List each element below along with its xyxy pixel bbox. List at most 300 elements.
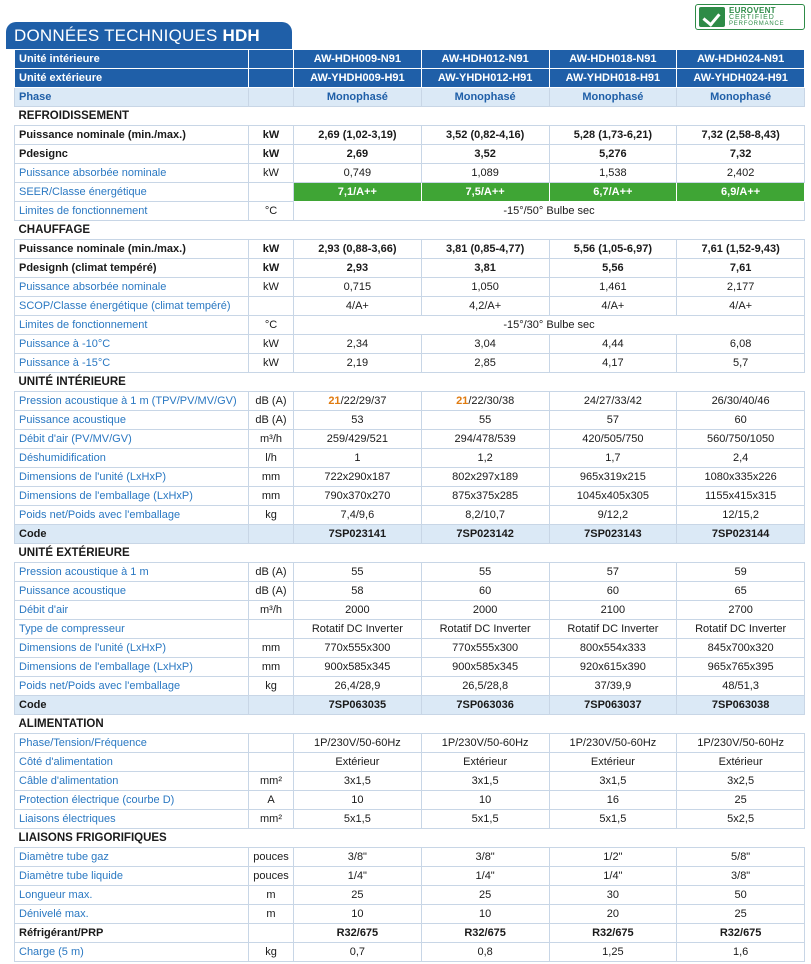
row-value: 0,7: [294, 943, 422, 962]
row-value: 50: [677, 886, 805, 905]
logo-line-3: PERFORMANCE: [729, 21, 785, 27]
row-unit: m³/h: [249, 430, 294, 449]
row-value: 259/429/521: [294, 430, 422, 449]
row-value: 3x2,5: [677, 772, 805, 791]
outdoor-model: AW-YHDH018-H91: [549, 69, 677, 88]
row-value: 26,5/28,8: [421, 677, 549, 696]
row-value: 10: [421, 791, 549, 810]
row-value: 25: [421, 886, 549, 905]
row-value: 1045x405x305: [549, 487, 677, 506]
row-unit: [249, 620, 294, 639]
row-value: 1,461: [549, 278, 677, 297]
row-value: 845x700x320: [677, 639, 805, 658]
row-value: 965x319x215: [549, 468, 677, 487]
row-value: 2,69: [294, 145, 422, 164]
table-row: [15, 392, 805, 411]
section-header: [15, 107, 805, 126]
row-unit: dB (A): [249, 582, 294, 601]
row-value: 790x370x270: [294, 487, 422, 506]
outdoor-unit-row: [15, 69, 805, 88]
row-label: Puissance acoustique: [15, 582, 249, 601]
row-label: Puissance absorbée nominale: [15, 278, 249, 297]
table-row: [15, 487, 805, 506]
row-value: R32/675: [294, 924, 422, 943]
row-value: 2,402: [677, 164, 805, 183]
row-value-span: -15°/50° Bulbe sec: [294, 202, 805, 221]
logo-line-2: CERTIFIED: [729, 14, 775, 21]
row-value: 1,538: [549, 164, 677, 183]
row-value: 55: [421, 411, 549, 430]
table-row: [15, 164, 805, 183]
eurovent-check-icon: [699, 7, 725, 27]
row-unit: °C: [249, 202, 294, 221]
row-value: 25: [677, 905, 805, 924]
row-value: 60: [549, 582, 677, 601]
row-value: 5,28 (1,73-6,21): [549, 126, 677, 145]
table-row: [15, 696, 805, 715]
table-row: [15, 525, 805, 544]
row-value: 770x555x300: [421, 639, 549, 658]
outdoor-model: AW-YHDH009-H91: [294, 69, 422, 88]
row-value: 48/51,3: [677, 677, 805, 696]
row-label: Pdesignc: [15, 145, 249, 164]
table-row: [15, 126, 805, 145]
row-label: Code: [15, 696, 249, 715]
row-unit: kW: [249, 259, 294, 278]
row-value: 4/A+: [677, 297, 805, 316]
row-value: 2,85: [421, 354, 549, 373]
row-unit: dB (A): [249, 411, 294, 430]
row-value: 65: [677, 582, 805, 601]
row-label: SEER/Classe énergétique: [15, 183, 249, 202]
row-value: 4/A+: [549, 297, 677, 316]
row-value: 4,17: [549, 354, 677, 373]
table-row: [15, 791, 805, 810]
row-value: 3/8": [421, 848, 549, 867]
logo-line-1: EUROVENT: [729, 6, 776, 15]
row-value: 16: [549, 791, 677, 810]
row-value: 1/2": [549, 848, 677, 867]
row-value: 7,32: [677, 145, 805, 164]
table-row: [15, 886, 805, 905]
row-unit: [249, 696, 294, 715]
row-unit: mm: [249, 468, 294, 487]
row-value: 5/8": [677, 848, 805, 867]
row-value: 3,52: [421, 145, 549, 164]
table-row: [15, 506, 805, 525]
outdoor-unit-label: Unité extérieure: [15, 69, 249, 88]
row-value: 1P/230V/50-60Hz: [421, 734, 549, 753]
table-row: [15, 297, 805, 316]
row-value: 7SP023143: [549, 525, 677, 544]
row-value: 2,34: [294, 335, 422, 354]
row-label: Pdesignh (climat tempéré): [15, 259, 249, 278]
row-value: 2000: [421, 601, 549, 620]
row-value: R32/675: [549, 924, 677, 943]
row-value: 55: [421, 563, 549, 582]
row-value: 10: [294, 791, 422, 810]
row-label: Débit d'air: [15, 601, 249, 620]
row-value: R32/675: [677, 924, 805, 943]
row-value: 1/4": [421, 867, 549, 886]
row-unit: l/h: [249, 449, 294, 468]
section-title: UNITÉ EXTÉRIEURE: [15, 544, 805, 563]
row-value: 26/30/40/46: [677, 392, 805, 411]
row-label: Liaisons électriques: [15, 810, 249, 829]
row-value: 1/4": [294, 867, 422, 886]
row-unit: [249, 525, 294, 544]
row-value: Extérieur: [294, 753, 422, 772]
table-row: [15, 145, 805, 164]
phase-row: [15, 88, 805, 107]
row-label: Longueur max.: [15, 886, 249, 905]
table-row: [15, 905, 805, 924]
row-value: 560/750/1050: [677, 430, 805, 449]
table-row: [15, 335, 805, 354]
row-value: 7,61: [677, 259, 805, 278]
row-value: 30: [549, 886, 677, 905]
table-row: [15, 240, 805, 259]
highlight-value: 21: [456, 395, 469, 407]
section-header: [15, 221, 805, 240]
page-title: [6, 22, 292, 49]
row-value: 59: [677, 563, 805, 582]
row-value: 6,7/A++: [549, 183, 677, 202]
row-value: 965x765x395: [677, 658, 805, 677]
row-value: 55: [294, 563, 422, 582]
row-value: 2,177: [677, 278, 805, 297]
row-value: Extérieur: [421, 753, 549, 772]
table-row: [15, 734, 805, 753]
row-label: Diamètre tube liquide: [15, 867, 249, 886]
row-value: [421, 392, 549, 411]
table-row: [15, 468, 805, 487]
section-title: UNITÉ INTÉRIEURE: [15, 373, 805, 392]
specs-table-wrapper: [14, 49, 804, 962]
row-value: 420/505/750: [549, 430, 677, 449]
row-unit: [249, 924, 294, 943]
indoor-unit-row: [15, 50, 805, 69]
row-value: 60: [677, 411, 805, 430]
specs-table: [14, 49, 805, 962]
row-value: 53: [294, 411, 422, 430]
row-label: Code: [15, 525, 249, 544]
specs-table-body: [15, 50, 805, 962]
row-unit: kW: [249, 335, 294, 354]
section-title: LIAISONS FRIGORIFIQUES: [15, 829, 805, 848]
row-unit: [249, 183, 294, 202]
indoor-unit-label: Unité intérieure: [15, 50, 249, 69]
row-unit: mm: [249, 658, 294, 677]
row-label: Poids net/Poids avec l'emballage: [15, 677, 249, 696]
row-label: Dimensions de l'unité (LxHxP): [15, 468, 249, 487]
row-value: 3x1,5: [421, 772, 549, 791]
phase-value: Monophasé: [549, 88, 677, 107]
row-unit: pouces: [249, 848, 294, 867]
row-value: 7SP063037: [549, 696, 677, 715]
row-value: 900x585x345: [294, 658, 422, 677]
row-label: Côté d'alimentation: [15, 753, 249, 772]
value-rest: /22/30/38: [468, 395, 515, 407]
table-row: [15, 449, 805, 468]
row-unit: mm²: [249, 772, 294, 791]
row-value: 3,52 (0,82-4,16): [421, 126, 549, 145]
table-row: [15, 772, 805, 791]
section-title: CHAUFFAGE: [15, 221, 805, 240]
row-label: Déshumidification: [15, 449, 249, 468]
row-unit: m: [249, 886, 294, 905]
row-unit: m: [249, 905, 294, 924]
row-value: 24/27/33/42: [549, 392, 677, 411]
row-value: Extérieur: [677, 753, 805, 772]
table-row: [15, 259, 805, 278]
table-row: [15, 867, 805, 886]
row-label: Dimensions de l'emballage (LxHxP): [15, 487, 249, 506]
value-rest: /22/29/37: [340, 395, 387, 407]
phase-value: Monophasé: [677, 88, 805, 107]
indoor-model: AW-HDH024-N91: [677, 50, 805, 69]
page-title-bold: HDH: [222, 26, 260, 45]
row-value: 3,81: [421, 259, 549, 278]
row-value: 0,8: [421, 943, 549, 962]
row-value: 722x290x187: [294, 468, 422, 487]
table-row: [15, 183, 805, 202]
row-value: 3,04: [421, 335, 549, 354]
table-row: [15, 620, 805, 639]
row-value: 8,2/10,7: [421, 506, 549, 525]
row-unit: kW: [249, 145, 294, 164]
row-label: Pression acoustique à 1 m: [15, 563, 249, 582]
row-unit: kg: [249, 943, 294, 962]
phase-label: Phase: [15, 88, 249, 107]
row-label: Phase/Tension/Fréquence: [15, 734, 249, 753]
table-row: [15, 924, 805, 943]
row-value: 57: [549, 563, 677, 582]
row-label: Puissance à -15°C: [15, 354, 249, 373]
row-unit: mm: [249, 487, 294, 506]
row-value: 7SP023144: [677, 525, 805, 544]
row-label: Pression acoustique à 1 m (TPV/PV/MV/GV): [15, 392, 249, 411]
outdoor-unit-unit: [249, 69, 294, 88]
row-value: 1,25: [549, 943, 677, 962]
row-unit: pouces: [249, 867, 294, 886]
section-title: REFROIDISSEMENT: [15, 107, 805, 126]
row-value: 9/12,2: [549, 506, 677, 525]
row-label: Diamètre tube gaz: [15, 848, 249, 867]
row-value: 7,1/A++: [294, 183, 422, 202]
phase-unit: [249, 88, 294, 107]
row-value: 25: [294, 886, 422, 905]
row-value: 4,44: [549, 335, 677, 354]
row-unit: °C: [249, 316, 294, 335]
row-value: 920x615x390: [549, 658, 677, 677]
row-value: Extérieur: [549, 753, 677, 772]
row-label: SCOP/Classe énergétique (climat tempéré): [15, 297, 249, 316]
table-row: [15, 677, 805, 696]
row-label: Dimensions de l'unité (LxHxP): [15, 639, 249, 658]
row-value: 0,749: [294, 164, 422, 183]
row-unit: mm²: [249, 810, 294, 829]
section-header: [15, 829, 805, 848]
row-value: 7SP023141: [294, 525, 422, 544]
row-value: [294, 392, 422, 411]
row-unit: dB (A): [249, 563, 294, 582]
row-value: 5x1,5: [294, 810, 422, 829]
table-row: [15, 202, 805, 221]
row-value: 2,69 (1,02-3,19): [294, 126, 422, 145]
row-value: 802x297x189: [421, 468, 549, 487]
row-label: Puissance acoustique: [15, 411, 249, 430]
row-label: Puissance à -10°C: [15, 335, 249, 354]
row-value: 1155x415x315: [677, 487, 805, 506]
row-label: Poids net/Poids avec l'emballage: [15, 506, 249, 525]
table-row: [15, 354, 805, 373]
row-label: Dimensions de l'emballage (LxHxP): [15, 658, 249, 677]
row-value: 5x1,5: [421, 810, 549, 829]
row-value: 5,7: [677, 354, 805, 373]
table-row: [15, 753, 805, 772]
outdoor-model: AW-YHDH024-H91: [677, 69, 805, 88]
row-label: Câble d'alimentation: [15, 772, 249, 791]
row-value: 2000: [294, 601, 422, 620]
row-value: 900x585x345: [421, 658, 549, 677]
row-value: 1P/230V/50-60Hz: [677, 734, 805, 753]
row-value: 5x1,5: [549, 810, 677, 829]
phase-value: Monophasé: [294, 88, 422, 107]
row-unit: [249, 297, 294, 316]
row-value: 12/15,2: [677, 506, 805, 525]
row-value: Rotatif DC Inverter: [549, 620, 677, 639]
section-header: [15, 544, 805, 563]
row-label: Charge (5 m): [15, 943, 249, 962]
row-unit: [249, 753, 294, 772]
row-value: 25: [677, 791, 805, 810]
row-label: Débit d'air (PV/MV/GV): [15, 430, 249, 449]
table-row: [15, 430, 805, 449]
row-value: 5,56: [549, 259, 677, 278]
row-value: 3x1,5: [294, 772, 422, 791]
row-value: 10: [421, 905, 549, 924]
row-value: 0,715: [294, 278, 422, 297]
table-row: [15, 810, 805, 829]
row-value: 2100: [549, 601, 677, 620]
row-value: 4,2/A+: [421, 297, 549, 316]
indoor-model: AW-HDH009-N91: [294, 50, 422, 69]
row-unit: dB (A): [249, 392, 294, 411]
row-value: 7,61 (1,52-9,43): [677, 240, 805, 259]
row-value: 2,19: [294, 354, 422, 373]
row-label: Puissance nominale (min./max.): [15, 126, 249, 145]
row-value: 1P/230V/50-60Hz: [549, 734, 677, 753]
row-label: Type de compresseur: [15, 620, 249, 639]
row-value: 1,050: [421, 278, 549, 297]
row-value: Rotatif DC Inverter: [677, 620, 805, 639]
row-value: 7SP063038: [677, 696, 805, 715]
row-label: Réfrigérant/PRP: [15, 924, 249, 943]
row-value: 1,6: [677, 943, 805, 962]
row-value: 3,81 (0,85-4,77): [421, 240, 549, 259]
row-value: 3/8": [677, 867, 805, 886]
row-label: Puissance absorbée nominale: [15, 164, 249, 183]
row-label: Puissance nominale (min./max.): [15, 240, 249, 259]
eurovent-logo: [695, 4, 805, 30]
row-unit: mm: [249, 639, 294, 658]
row-label: Protection électrique (courbe D): [15, 791, 249, 810]
row-value: 20: [549, 905, 677, 924]
row-unit: kW: [249, 240, 294, 259]
row-value: Rotatif DC Inverter: [294, 620, 422, 639]
table-row: [15, 943, 805, 962]
row-value: 770x555x300: [294, 639, 422, 658]
row-value: 7,4/9,6: [294, 506, 422, 525]
row-value: 1,089: [421, 164, 549, 183]
table-row: [15, 316, 805, 335]
row-unit: kg: [249, 677, 294, 696]
row-label: Limites de fonctionnement: [15, 316, 249, 335]
row-value: 57: [549, 411, 677, 430]
row-value: 1: [294, 449, 422, 468]
row-value: 1/4": [549, 867, 677, 886]
row-value: 800x554x333: [549, 639, 677, 658]
table-row: [15, 848, 805, 867]
section-header: [15, 715, 805, 734]
row-unit: kW: [249, 126, 294, 145]
indoor-model: AW-HDH018-N91: [549, 50, 677, 69]
row-value: 2700: [677, 601, 805, 620]
row-value: 10: [294, 905, 422, 924]
row-value: 875x375x285: [421, 487, 549, 506]
table-row: [15, 639, 805, 658]
section-header: [15, 373, 805, 392]
table-row: [15, 563, 805, 582]
row-value: 7SP063036: [421, 696, 549, 715]
page-title-main: DONNÉES TECHNIQUES: [14, 26, 223, 45]
row-value: 5,276: [549, 145, 677, 164]
row-value: 5x2,5: [677, 810, 805, 829]
row-value: 4/A+: [294, 297, 422, 316]
row-value: 1080x335x226: [677, 468, 805, 487]
row-label: Dénivelé max.: [15, 905, 249, 924]
row-value: 2,93 (0,88-3,66): [294, 240, 422, 259]
table-row: [15, 658, 805, 677]
indoor-model: AW-HDH012-N91: [421, 50, 549, 69]
row-value: 7,5/A++: [421, 183, 549, 202]
row-value: 2,4: [677, 449, 805, 468]
table-row: [15, 601, 805, 620]
row-value: 6,08: [677, 335, 805, 354]
table-row: [15, 411, 805, 430]
table-row: [15, 278, 805, 297]
row-unit: kg: [249, 506, 294, 525]
row-unit: m³/h: [249, 601, 294, 620]
highlight-value: 21: [328, 395, 341, 407]
row-value: Rotatif DC Inverter: [421, 620, 549, 639]
row-value: 2,93: [294, 259, 422, 278]
indoor-unit-unit: [249, 50, 294, 69]
row-unit: kW: [249, 164, 294, 183]
outdoor-model: AW-YHDH012-H91: [421, 69, 549, 88]
row-unit: [249, 734, 294, 753]
row-value: 7SP023142: [421, 525, 549, 544]
row-unit: A: [249, 791, 294, 810]
row-value: 1,2: [421, 449, 549, 468]
row-value: 7SP063035: [294, 696, 422, 715]
row-value: 6,9/A++: [677, 183, 805, 202]
row-label: Limites de fonctionnement: [15, 202, 249, 221]
table-row: [15, 582, 805, 601]
row-value: 60: [421, 582, 549, 601]
row-unit: kW: [249, 354, 294, 373]
